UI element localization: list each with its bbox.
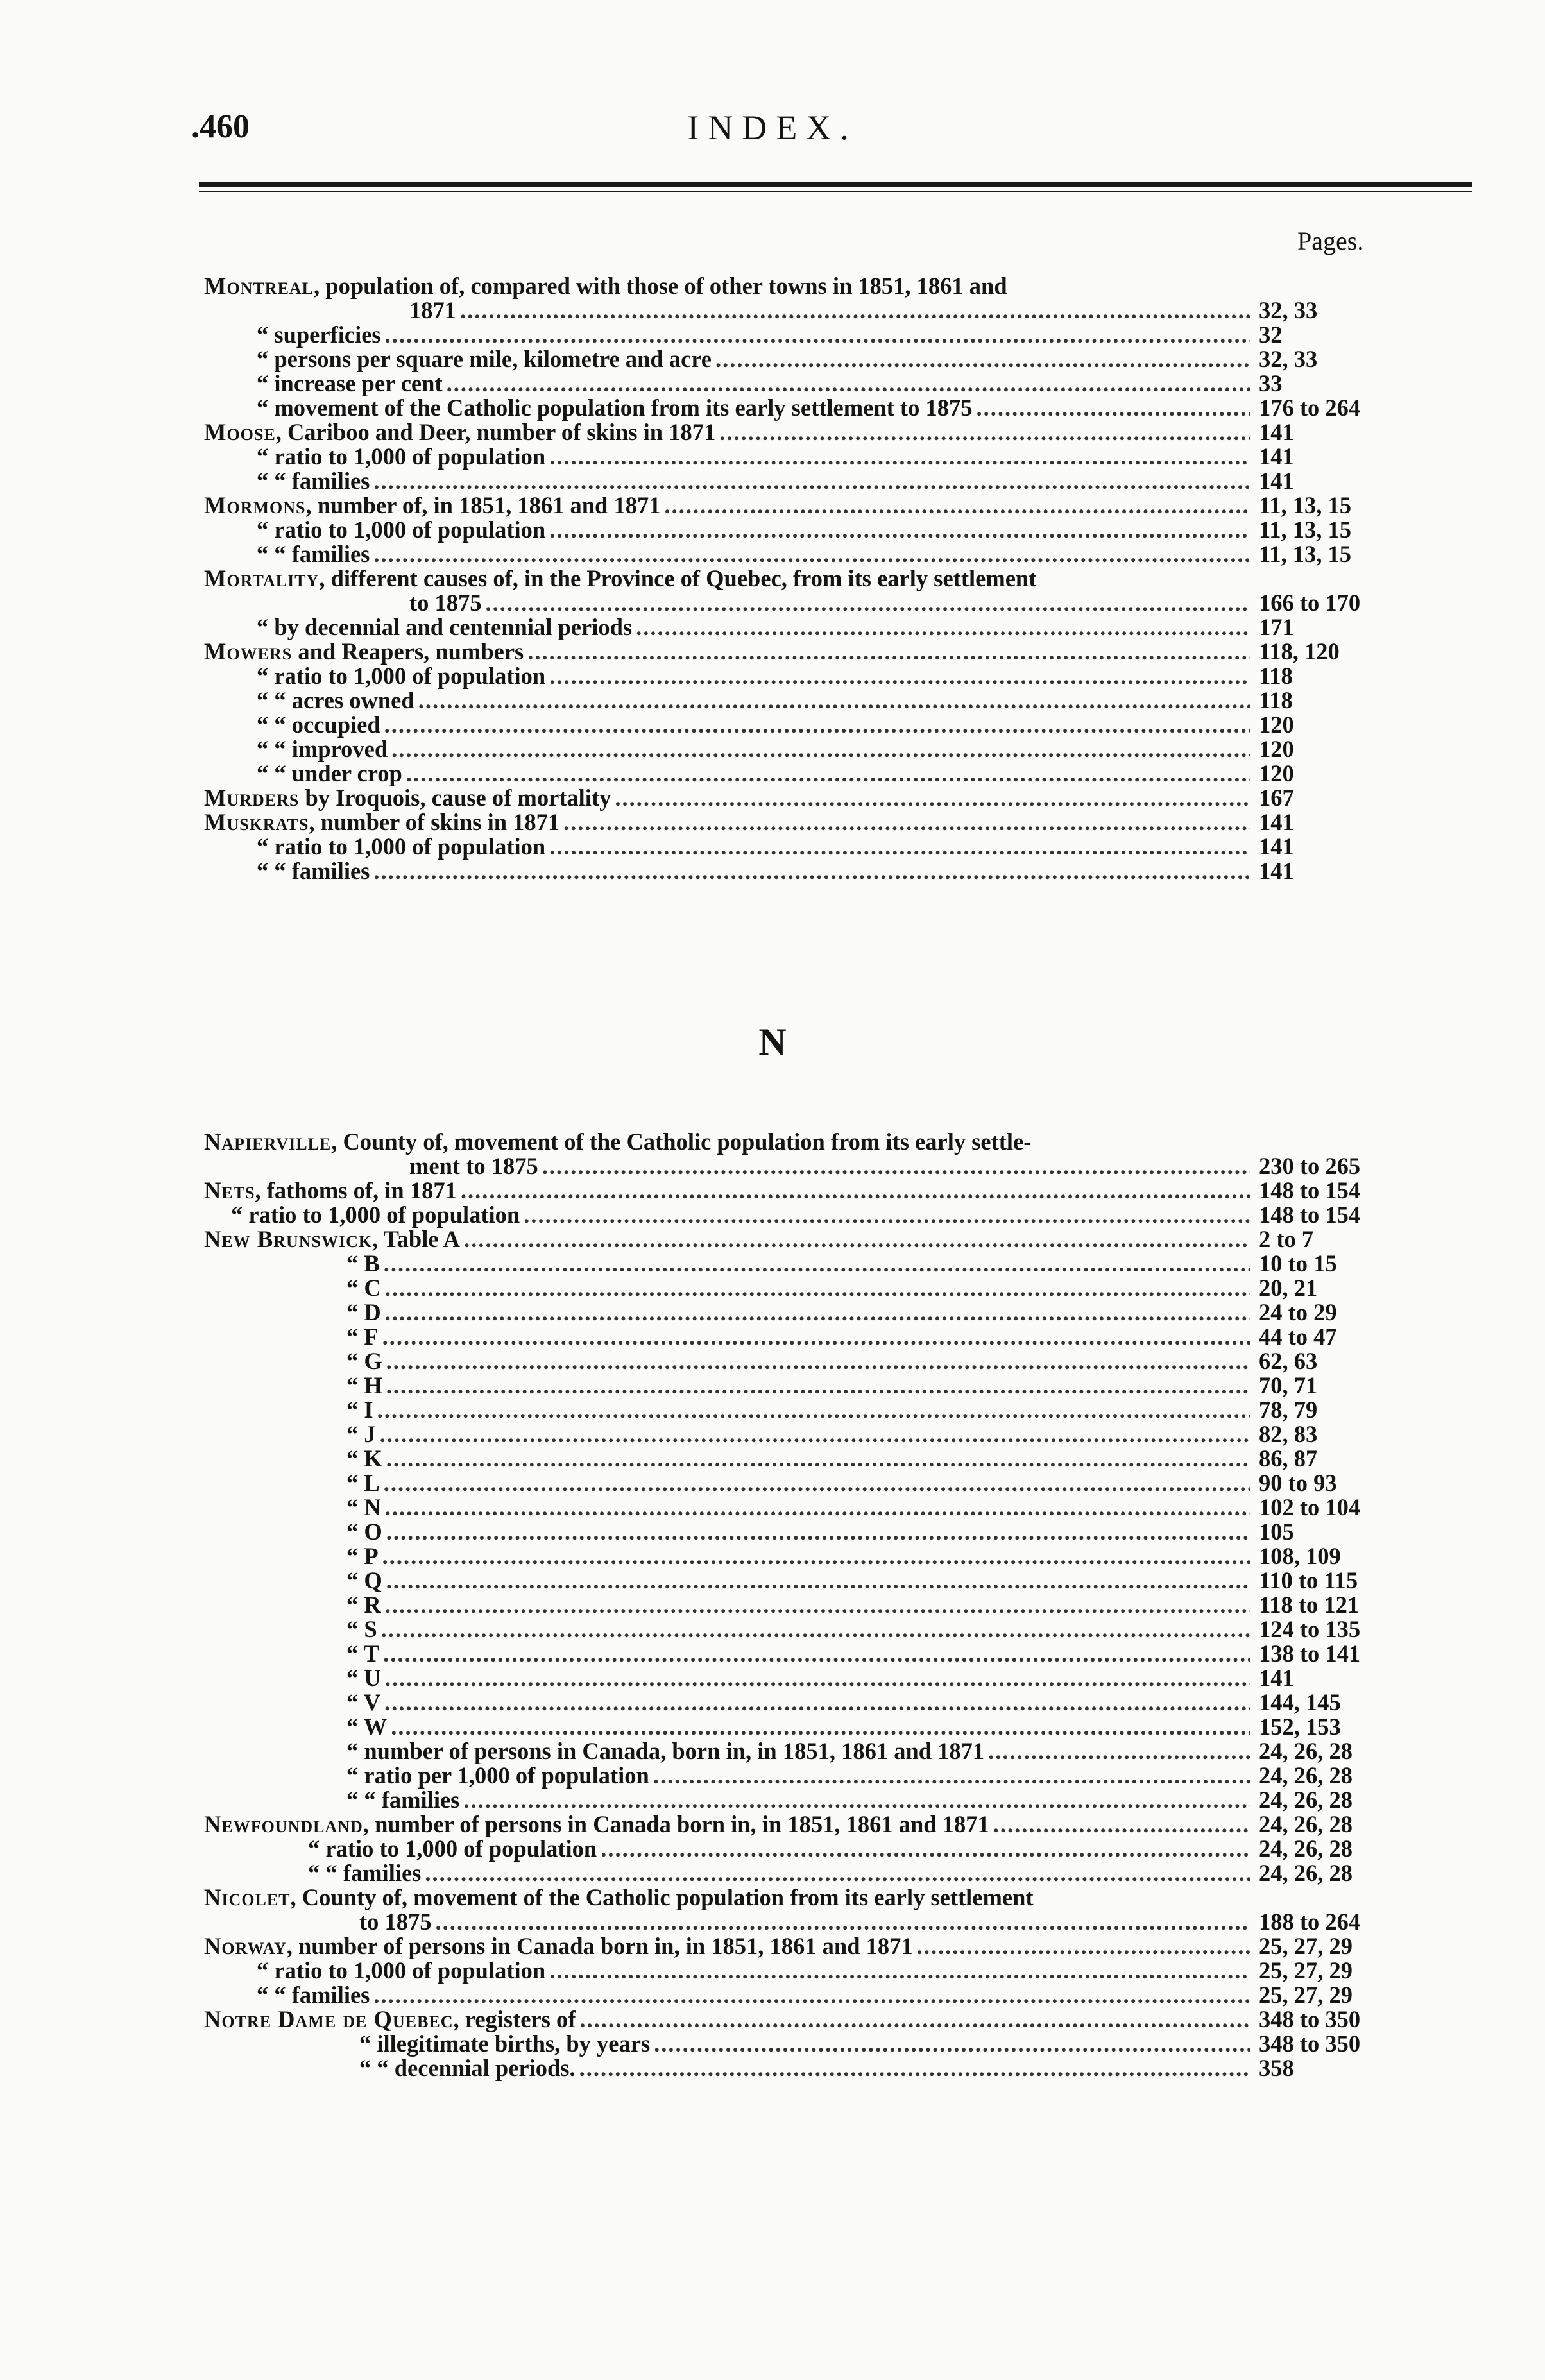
entry-text: Muskrats, number of skins in 1871: [204, 809, 560, 835]
entry-page-ref: 105: [1259, 1518, 1294, 1545]
entry-text: “ O: [346, 1518, 382, 1545]
entry-text: Montreal, population of, compared with those of other towns in 1851, 1861 and: [204, 273, 1007, 299]
entry-text: “ “ acres owned: [257, 687, 414, 713]
entry-page-ref: 10 to 15: [1259, 1250, 1337, 1277]
entry-text: “ ratio to 1,000 of population: [257, 516, 546, 543]
entry-text: “ “ families: [346, 1787, 460, 1813]
header-rule-thin: [199, 191, 1472, 192]
entry-text: “ movement of the Catholic population from its early settlement to 1875: [257, 395, 973, 421]
entry-page-ref: 141: [1259, 468, 1294, 494]
entry-text: “ ratio to 1,000 of population: [257, 1957, 546, 1984]
entry-text: Notre Dame de Quebec, registers of: [204, 2006, 576, 2032]
header-rule-thick: [199, 182, 1472, 187]
entry-text: “ R: [346, 1592, 381, 1618]
entry-page-ref: 120: [1259, 711, 1294, 738]
entry-text: “ “ families: [257, 541, 370, 567]
entry-heading-word: Moose: [204, 419, 276, 445]
entry-page-ref: 176 to 264: [1259, 395, 1361, 421]
entry-page-ref: 32, 33: [1259, 297, 1318, 323]
entry-text: Norway, number of persons in Canada born in, in 1851, 1861 and 1871: [204, 1933, 913, 1959]
entry-page-ref: 70, 71: [1259, 1372, 1318, 1398]
entry-heading-word: Mormons: [204, 492, 306, 518]
entry-page-ref: 141: [1259, 809, 1294, 835]
entry-text: “ D: [346, 1299, 381, 1325]
entry-heading-word: Mowers: [204, 638, 293, 665]
entry-heading-word: Mortality: [204, 565, 320, 591]
entry-page-ref: 102 to 104: [1259, 1494, 1361, 1520]
entry-text: to 1875: [409, 590, 482, 616]
entry-page-ref: 348 to 350: [1259, 2030, 1361, 2057]
leader-dots: [373, 856, 1250, 886]
entry-page-ref: 11, 13, 15: [1259, 516, 1351, 543]
entry-text: “ C: [346, 1275, 381, 1301]
entry-page-ref: 358: [1259, 2055, 1294, 2081]
entry-page-ref: 90 to 93: [1259, 1470, 1337, 1496]
entry-text: “ “ occupied: [257, 711, 380, 738]
page-number: .460: [191, 108, 250, 145]
entry-text: Napierville, County of, movement of the Catholic population from its early settle-: [204, 1128, 1032, 1155]
entry-text: “ superficies: [257, 321, 381, 348]
entry-page-ref: 24, 26, 28: [1259, 1835, 1353, 1862]
entry-heading-word: Norway: [204, 1933, 287, 1959]
entry-page-ref: 33: [1259, 370, 1283, 396]
entry-text: Nets, fathoms of, in 1871: [204, 1177, 457, 1203]
entry-page-ref: 148 to 154: [1259, 1202, 1361, 1228]
entry-text: “ P: [346, 1543, 379, 1569]
entry-heading-word: Napierville: [204, 1128, 332, 1155]
entry-text: 1871: [409, 297, 456, 323]
entry-page-ref: 32: [1259, 321, 1283, 348]
entry-text: “ N: [346, 1494, 381, 1520]
entry-page-ref: 110 to 115: [1259, 1567, 1358, 1594]
entry-heading-word: New Brunswick: [204, 1226, 373, 1252]
entry-text: New Brunswick, Table A: [204, 1226, 461, 1252]
entry-text: “ “ improved: [257, 736, 388, 762]
entry-page-ref: 108, 109: [1259, 1543, 1341, 1569]
entry-text: “ B: [346, 1250, 380, 1277]
entry-text: “ ratio to 1,000 of population: [257, 833, 546, 860]
entry-text: Mortality, different causes of, in the Province of Quebec, from its early settlement: [204, 565, 1037, 591]
entry-text: “ ratio to 1,000 of population: [257, 443, 546, 470]
entry-text: Nicolet, County of, movement of the Catholic population from its early settlement: [204, 1884, 1034, 1910]
entry-text: “ “ families: [308, 1860, 422, 1886]
entry-text: “ U: [346, 1665, 381, 1691]
entry-page-ref: 120: [1259, 736, 1294, 762]
entry-page-ref: 171: [1259, 614, 1294, 640]
entry-heading-word: Notre Dame de Quebec: [204, 2006, 454, 2032]
entry-text: “ ratio to 1,000 of population: [308, 1835, 597, 1862]
entry-page-ref: 118 to 121: [1259, 1592, 1360, 1618]
entry-heading-word: Nicolet: [204, 1884, 291, 1910]
entry-page-ref: 25, 27, 29: [1259, 1957, 1353, 1984]
entry-text: “ persons per square mile, kilometre and acre: [257, 346, 712, 372]
entry-text: “ ratio per 1,000 of population: [346, 1762, 649, 1789]
entry-page-ref: 120: [1259, 760, 1294, 786]
entry-text: “ I: [346, 1397, 373, 1423]
entry-text: “ L: [346, 1470, 380, 1496]
index-entry: [257, 856, 1252, 886]
pages-column-label: Pages.: [1297, 226, 1364, 255]
entry-text: “ Q: [346, 1567, 382, 1594]
entry-page-ref: 24, 26, 28: [1259, 1860, 1353, 1886]
entry-page-ref: 25, 27, 29: [1259, 1933, 1353, 1959]
entry-page-ref: 2 to 7: [1259, 1226, 1314, 1252]
entry-page-ref: 82, 83: [1259, 1421, 1318, 1447]
entry-page-ref: 11, 13, 15: [1259, 541, 1351, 567]
entry-text: ment to 1875: [409, 1153, 538, 1179]
entry-page-ref: 62, 63: [1259, 1348, 1318, 1374]
entry-text: “ H: [346, 1372, 382, 1398]
entry-text: Moose, Cariboo and Deer, number of skins in 1871: [204, 419, 716, 445]
entry-text: Mowers and Reapers, numbers: [204, 638, 524, 665]
entry-page-ref: 141: [1259, 419, 1294, 445]
entry-page-ref: 141: [1259, 833, 1294, 860]
entry-text: “ by decennial and centennial periods: [257, 614, 633, 640]
entry-page-ref: 230 to 265: [1259, 1153, 1361, 1179]
entry-page-ref: 24, 26, 28: [1259, 1787, 1353, 1813]
entry-page-ref: 167: [1259, 785, 1294, 811]
entry-text: “ number of persons in Canada, born in, in 1851, 1861 and 1871: [346, 1738, 985, 1764]
entry-text: “ F: [346, 1323, 379, 1350]
entry-page-ref: 32, 33: [1259, 346, 1318, 372]
entry-page-ref: 166 to 170: [1259, 590, 1361, 616]
entry-page-ref: 141: [1259, 443, 1294, 470]
entry-text: “ “ decennial periods.: [359, 2055, 576, 2081]
index-entry: [359, 2053, 1252, 2083]
entry-page-ref: 25, 27, 29: [1259, 1982, 1353, 2008]
leader-dots: [579, 2053, 1250, 2083]
entry-page-ref: 20, 21: [1259, 1275, 1318, 1301]
entry-text: “ W: [346, 1713, 388, 1740]
entry-text: “ V: [346, 1689, 381, 1715]
section-letter-heading: N: [758, 1021, 787, 1063]
entry-page-ref: 144, 145: [1259, 1689, 1341, 1715]
entry-heading-word: Montreal: [204, 273, 314, 299]
entry-page-ref: 138 to 141: [1259, 1640, 1361, 1667]
entry-heading-word: Muskrats: [204, 809, 309, 835]
entry-page-ref: 124 to 135: [1259, 1616, 1361, 1642]
entry-page-ref: 86, 87: [1259, 1445, 1318, 1472]
entry-page-ref: 24, 26, 28: [1259, 1762, 1353, 1789]
entry-page-ref: 152, 153: [1259, 1713, 1341, 1740]
entry-text: “ “ families: [257, 858, 370, 884]
entry-text: “ K: [346, 1445, 382, 1472]
entry-text: to 1875: [359, 1908, 432, 1935]
entry-heading-word: Murders: [204, 785, 300, 811]
entry-text: “ J: [346, 1421, 376, 1447]
entry-text: “ G: [346, 1348, 382, 1374]
entry-text: Murders by Iroquois, cause of mortality: [204, 785, 611, 811]
page-header: [0, 108, 1545, 153]
entry-page-ref: 78, 79: [1259, 1397, 1318, 1423]
entry-page-ref: 188 to 264: [1259, 1908, 1361, 1935]
entry-page-ref: 348 to 350: [1259, 2006, 1361, 2032]
entry-page-ref: 24 to 29: [1259, 1299, 1337, 1325]
entry-page-ref: 118, 120: [1259, 638, 1340, 665]
entry-text: “ ratio to 1,000 of population: [231, 1202, 520, 1228]
entry-page-ref: 24, 26, 28: [1259, 1811, 1353, 1837]
entry-text: “ ratio to 1,000 of population: [257, 663, 546, 689]
running-title: INDEX.: [687, 108, 858, 147]
entry-text: “ “ families: [257, 468, 370, 494]
entry-text: “ increase per cent: [257, 370, 443, 396]
entry-text: “ T: [346, 1640, 380, 1667]
entry-page-ref: 148 to 154: [1259, 1177, 1361, 1203]
entry-page-ref: 24, 26, 28: [1259, 1738, 1353, 1764]
entry-text: “ “ families: [257, 1982, 370, 2008]
entry-page-ref: 44 to 47: [1259, 1323, 1337, 1350]
entry-page-ref: 11, 13, 15: [1259, 492, 1351, 518]
entry-page-ref: 118: [1259, 663, 1293, 689]
entry-heading-word: Newfoundland: [204, 1811, 363, 1837]
entry-text: Mormons, number of, in 1851, 1861 and 1871: [204, 492, 661, 518]
entry-heading-word: Nets: [204, 1177, 255, 1203]
entry-text: Newfoundland, number of persons in Canada born in, in 1851, 1861 and 1871: [204, 1811, 989, 1837]
entry-text: “ “ under crop: [257, 760, 402, 786]
entry-page-ref: 141: [1259, 1665, 1294, 1691]
entry-text: “ illegitimate births, by years: [359, 2030, 651, 2057]
entry-page-ref: 118: [1259, 687, 1293, 713]
entry-page-ref: 141: [1259, 858, 1294, 884]
entry-text: “ S: [346, 1616, 377, 1642]
